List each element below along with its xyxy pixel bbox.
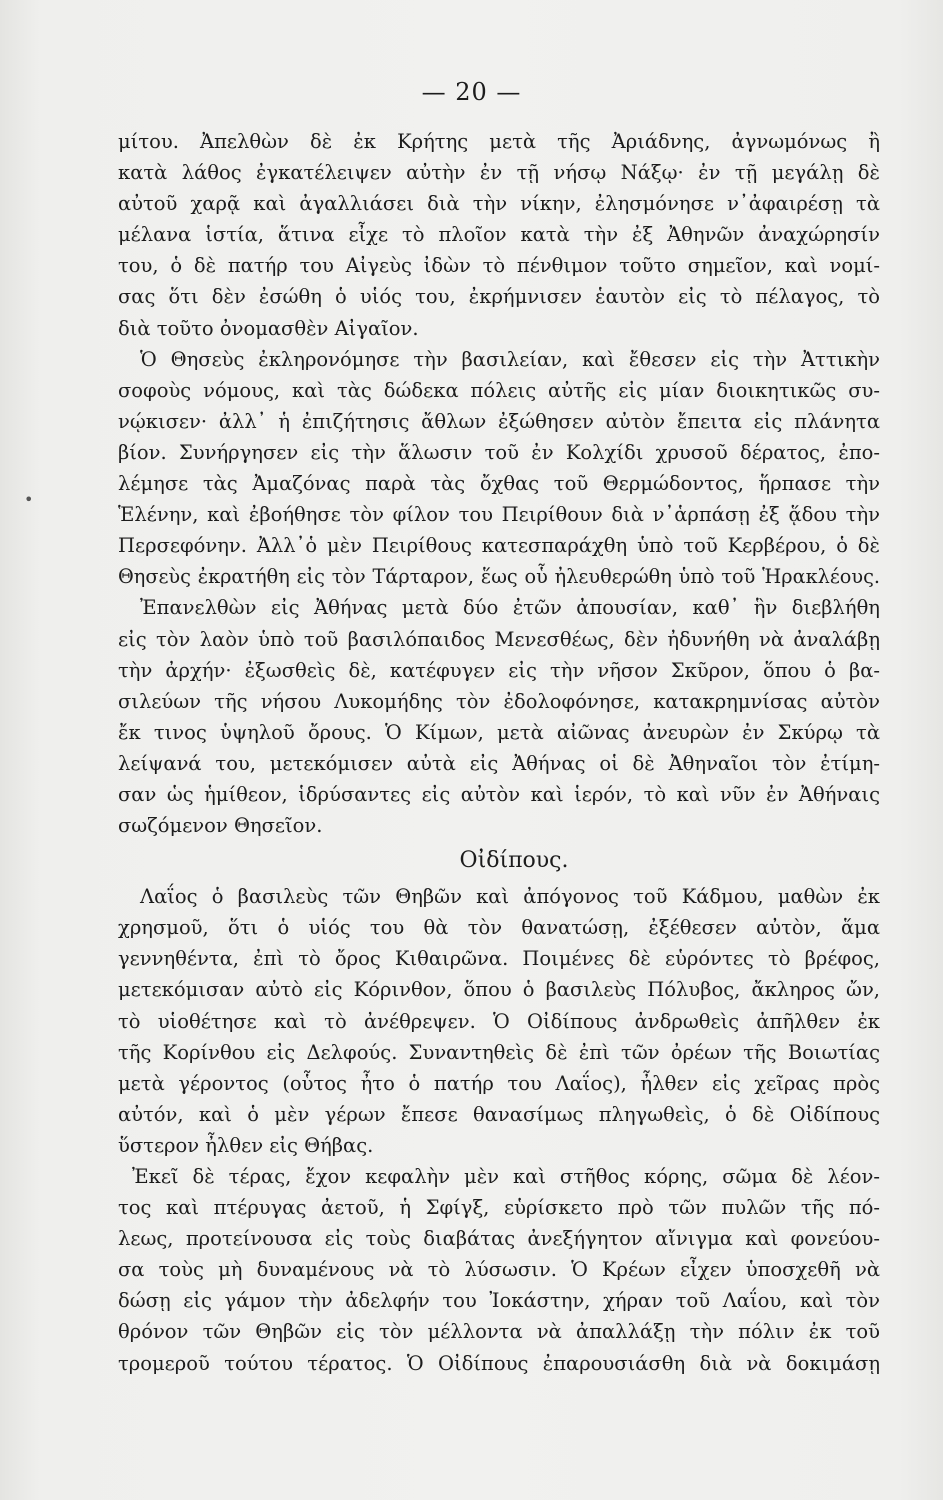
text-line: σοφοὺς νόμους, καὶ τὰς δώδεκα πόλεις αὐτῆς εἰς μίαν διοικητικῶς συ- <box>118 378 880 402</box>
text-line: μετὰ γέροντος (οὗτος ἦτο ὁ πατήρ του Λαΐος), ἦλθεν εἰς χεῖρας πρὸς <box>118 1071 880 1095</box>
text-line: λεως, προτείνουσα εἰς τοὺς διαβάτας ἀνεξήγητον αἴνιγμα καὶ φονεύου- <box>118 1227 880 1251</box>
text-line: γεννηθέντα, ἐπὶ τὸ ὄρος Κιθαιρῶνα. Ποιμένες δὲ εὑρόντες τὸ βρέφος, <box>118 947 880 971</box>
text-line: μίτου. Ἀπελθὼν δὲ ἐκ Κρήτης μετὰ τῆς Ἀριάδνης, ἀγνωμόνως ἢ <box>118 130 880 153</box>
text-line: δώσῃ εἰς γάμον τὴν ἀδελφήν του Ἰοκάστην, χήραν τοῦ Λαΐου, καὶ τὸν <box>118 1289 880 1313</box>
page-number: — 20 — <box>421 78 522 106</box>
text-line: Ἐκεῖ δὲ τέρας, ἔχον κεφαλὴν μὲν καὶ στῆθος κόρης, σῶμα δὲ λέον- <box>132 1165 880 1188</box>
paragraph-theseus-king <box>118 344 880 593</box>
paragraph-laius <box>118 881 880 1161</box>
text-line: κατὰ λάθος ἐγκατέλειψεν αὐτὴν ἐν τῇ νήσῳ Νάξῳ· ἐν τῇ μεγάλῃ δὲ <box>118 161 880 185</box>
text-line: ὕστερον ἦλθεν εἰς Θήβας. <box>118 1133 374 1157</box>
text-line: λείψανά του, μετεκόμισεν αὐτὰ εἰς Ἀθήνας οἱ δὲ Ἀθηναῖοι τὸν ἐτίμη- <box>118 751 880 775</box>
text-line: τρομεροῦ τούτου τέρατος. Ὁ Οἰδίπους ἐπαρουσιάσθη διὰ νὰ δοκιμάσῃ <box>118 1351 880 1375</box>
text-line: σιλεύων τῆς νήσου Λυκομήδης τὸν ἐδολοφόνησε, κατακρημνίσας αὐτὸν <box>118 689 880 713</box>
text-line: μετεκόμισαν αὐτὸ εἰς Κόρινθον, ὅπου ὁ βασιλεὺς Πόλυβος, ἄκληρος ὤν, <box>118 978 880 1002</box>
text-line: σωζόμενον Θησεῖον. <box>118 814 323 838</box>
text-line: σα τοὺς μὴ δυναμένους νὰ τὸ λύσωσιν. Ὁ Κρέων εἶχεν ὑποσχεθῆ νὰ <box>118 1258 880 1282</box>
text-line: αὐτοῦ χαρᾷ καὶ ἀγαλλιάσει διὰ τὴν νίκην, ἐλησμόνησε ν᾽ἀφαιρέσῃ τὰ <box>118 192 880 216</box>
paragraph-aegean <box>118 126 880 344</box>
text-line: λέμησε τὰς Ἀμαζόνας παρὰ τὰς ὄχθας τοῦ Θερμώδοντος, ἥρπασε τὴν <box>118 472 880 496</box>
paragraph-theseus-return <box>118 592 880 841</box>
text-line: σας ὅτι δὲν ἐσώθη ὁ υἱός του, ἐκρήμνισεν ἑαυτὸν εἰς τὸ πέλαγος, τὸ <box>118 285 880 309</box>
text-line: Ἐπανελθὼν εἰς Ἀθήνας μετὰ δύο ἐτῶν ἀπουσίαν, καθ᾽ ἣν διεβλήθη <box>140 596 880 620</box>
text-line: τῆς Κορίνθου εἰς Δελφούς. Συναντηθεὶς δὲ ἐπὶ τῶν ὀρέων τῆς Βοιωτίας <box>118 1040 880 1064</box>
text-line: θρόνον τῶν Θηβῶν εἰς τὸν μέλλοντα νὰ ἀπαλλάξῃ τὴν πόλιν ἐκ τοῦ <box>118 1320 880 1344</box>
page-text <box>118 126 880 1379</box>
text-line: χρησμοῦ, ὅτι ὁ υἱός του θὰ τὸν θανατώσῃ, ἐξέθεσεν αὐτὸν, ἅμα <box>118 916 880 940</box>
text-line: Περσεφόνην. Ἀλλ᾽ὁ μὲν Πειρίθους κατεσπαράχθη ὑπὸ τοῦ Κερβέρου, ὁ δὲ <box>118 534 880 558</box>
text-line: σαν ὡς ἡμίθεον, ἱδρύσαντες εἰς αὐτὸν καὶ ἱερόν, τὸ καὶ νῦν ἐν Ἀθήναις <box>118 782 880 806</box>
text-line: διὰ τοῦτο ὀνομασθὲν Αἰγαῖον. <box>118 316 419 340</box>
text-line: Ὁ Θησεὺς ἐκληρονόμησε τὴν βασιλείαν, καὶ ἔθεσεν εἰς τὴν Ἀττικὴν <box>140 347 880 371</box>
text-line: ἔκ τινος ὑψηλοῦ ὄρους. Ὁ Κίμων, μετὰ αἰῶνας ἀνευρὼν ἐν Σκύρῳ τὰ <box>118 720 880 744</box>
text-line: Ἑλένην, καὶ ἐβοήθησε τὸν φίλον του Πειρίθουν διὰ ν᾽ἁρπάσῃ ἐξ ᾅδου τὴν <box>118 503 880 527</box>
text-line: αὐτόν, καὶ ὁ μὲν γέρων ἔπεσε θανασίμως πληγωθεὶς, ὁ δὲ Οἰδίπους <box>118 1102 880 1126</box>
text-line: βίον. Συνήργησεν εἰς τὴν ἅλωσιν τοῦ ἐν Κολχίδι χρυσοῦ δέρατος, ἐπο- <box>118 440 880 464</box>
text-line: τος καὶ πτέρυγας ἀετοῦ, ἡ Σφίγξ, εὑρίσκετο πρὸ τῶν πυλῶν τῆς πό- <box>118 1196 880 1220</box>
text-line: Λαΐος ὁ βασιλεὺς τῶν Θηβῶν καὶ ἀπόγονος τοῦ Κάδμου, μαθὼν ἐκ <box>140 885 880 909</box>
paragraph-sphinx <box>118 1161 880 1379</box>
section-heading: Οἰδίπους. <box>459 848 569 874</box>
text-line: εἰς τὸν λαὸν ὑπὸ τοῦ βασιλόπαιδος Μενεσθέως, δὲν ἠδυνήθη νὰ ἀναλάβῃ <box>118 627 880 651</box>
text-line: του, ὁ δὲ πατήρ του Αἰγεὺς ἰδὼν τὸ πένθιμον τοῦτο σημεῖον, καὶ νομί- <box>118 254 880 278</box>
text-line: Θησεὺς ἐκρατήθη εἰς τὸν Τάρταρον, ἕως οὗ ἠλευθερώθη ὑπὸ τοῦ Ἡρακλέους. <box>118 565 880 589</box>
text-line: μέλανα ἱστία, ἅτινα εἶχε τὸ πλοῖον κατὰ τὴν ἐξ Ἀθηνῶν ἀναχώρησίν <box>118 223 880 247</box>
text-line: νῴκισεν· ἀλλ᾽ ἡ ἐπιζήτησις ἄθλων ἐξώθησεν αὐτὸν ἔπειτα εἰς πλάνητα <box>118 409 880 433</box>
text-line: τὸ υἱοθέτησε καὶ τὸ ἀνέθρεψεν. Ὁ Οἰδίπους ἀνδρωθεὶς ἀπῆλθεν ἐκ <box>118 1009 880 1033</box>
text-line: τὴν ἀρχήν· ἐξωσθεὶς δὲ, κατέφυγεν εἰς τὴν νῆσον Σκῦρον, ὅπου ὁ βα- <box>118 658 880 682</box>
margin-mark: • <box>24 490 34 509</box>
